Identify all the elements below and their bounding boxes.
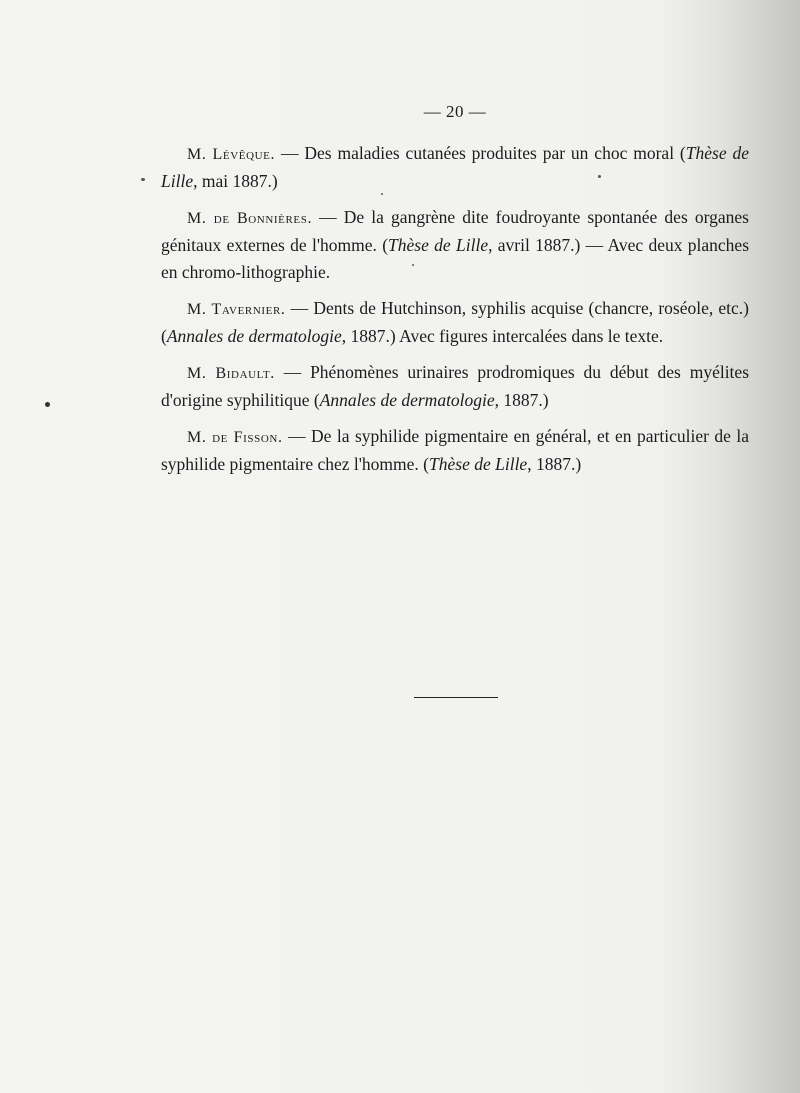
- bibliography-entry: [161, 295, 749, 350]
- bibliography-entry: [161, 423, 749, 478]
- bibliography-entry: [161, 204, 749, 286]
- entry-text: — De la gangrène dite foudroyante spontanée des organes génitaux externes de l'homme. (: [161, 207, 749, 255]
- entry-publication: Annales de dermatologie: [319, 390, 495, 410]
- entry-text: — De la syphilide pigmentaire en général, et en particulier de la syphilide pigmentaire chez l'homme. (: [161, 426, 750, 474]
- entry-author: M. de Fisson.: [187, 429, 283, 446]
- entry-text: , 1887.) Avec figures intercalées dans le texte.: [341, 326, 664, 346]
- page-number: — 20 —: [423, 102, 487, 121]
- entry-text: , mai 1887.): [193, 171, 278, 191]
- bibliography-entry: [161, 140, 749, 195]
- entry-text: — Dents de Hutchinson, syphilis acquise (chancre, roséole, etc.) (: [161, 298, 749, 346]
- entry-text: , 1887.): [527, 454, 582, 474]
- entry-text: — Phénomènes urinaires prodromiques du début des myélites d'origine syphilitique (: [161, 362, 750, 410]
- entry-text: , avril 1887.) — Avec deux planches en chromo-lithographie.: [161, 235, 749, 282]
- entry-author: M. Tavernier.: [187, 301, 286, 318]
- entry-author: M. Lévêque.: [187, 146, 276, 163]
- entry-author: M. Bidault.: [187, 365, 275, 382]
- ink-speck: [412, 264, 414, 266]
- ink-speck: [45, 402, 50, 407]
- ink-speck: [381, 193, 383, 195]
- ink-speck: [141, 178, 145, 181]
- entry-author: M. de Bonnières.: [187, 210, 313, 227]
- entry-text: , 1887.): [494, 390, 549, 410]
- entry-text: — Des maladies cutanées produites par un choc moral (: [275, 143, 686, 163]
- bibliography-list: [161, 140, 749, 487]
- entry-publication: Thèse de Lille: [161, 143, 749, 191]
- entry-publication: Thèse de Lille: [429, 454, 528, 474]
- bibliography-entry: [161, 359, 749, 414]
- end-rule: [414, 697, 498, 698]
- entry-publication: Thèse de Lille: [388, 235, 489, 255]
- entry-publication: Annales de dermatologie: [166, 326, 342, 346]
- ink-speck: [598, 175, 601, 178]
